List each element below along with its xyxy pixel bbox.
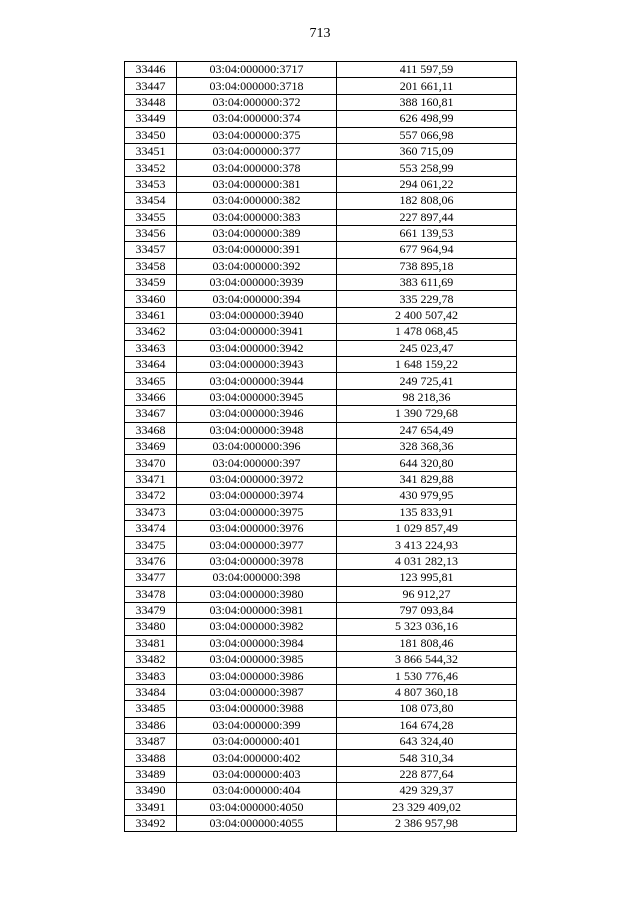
table-row bbox=[125, 799, 517, 815]
table-row bbox=[125, 78, 517, 94]
row-number-cell: 33490 bbox=[125, 783, 177, 799]
table-row bbox=[125, 586, 517, 602]
cadastral-value-cell: 228 877,64 bbox=[337, 766, 517, 782]
cadastral-value-cell: 227 897,44 bbox=[337, 209, 517, 225]
table-row bbox=[125, 684, 517, 700]
cadastral-value-cell: 4 807 360,18 bbox=[337, 684, 517, 700]
cadastral-number-cell: 03:04:000000:3984 bbox=[177, 635, 337, 651]
cadastral-number-cell: 03:04:000000:377 bbox=[177, 143, 337, 159]
cadastral-value-cell: 23 329 409,02 bbox=[337, 799, 517, 815]
cadastral-number-cell: 03:04:000000:3978 bbox=[177, 553, 337, 569]
row-number-cell: 33491 bbox=[125, 799, 177, 815]
table-row bbox=[125, 553, 517, 569]
cadastral-value-cell: 181 808,46 bbox=[337, 635, 517, 651]
cadastral-value-cell: 3 413 224,93 bbox=[337, 537, 517, 553]
cadastral-value-cell: 294 061,22 bbox=[337, 176, 517, 192]
row-number-cell: 33450 bbox=[125, 127, 177, 143]
cadastral-value-cell: 245 023,47 bbox=[337, 340, 517, 356]
cadastral-value-cell: 677 964,94 bbox=[337, 242, 517, 258]
cadastral-number-cell: 03:04:000000:402 bbox=[177, 750, 337, 766]
cadastral-number-cell: 03:04:000000:397 bbox=[177, 455, 337, 471]
cadastral-value-cell: 3 866 544,32 bbox=[337, 652, 517, 668]
row-number-cell: 33478 bbox=[125, 586, 177, 602]
cadastral-number-cell: 03:04:000000:3946 bbox=[177, 406, 337, 422]
row-number-cell: 33488 bbox=[125, 750, 177, 766]
cadastral-number-cell: 03:04:000000:3942 bbox=[177, 340, 337, 356]
cadastral-number-cell: 03:04:000000:399 bbox=[177, 717, 337, 733]
cadastral-number-cell: 03:04:000000:396 bbox=[177, 438, 337, 454]
cadastral-value-cell: 341 829,88 bbox=[337, 471, 517, 487]
cadastral-number-cell: 03:04:000000:3717 bbox=[177, 62, 337, 78]
cadastral-number-cell: 03:04:000000:4050 bbox=[177, 799, 337, 815]
cadastral-value-cell: 96 912,27 bbox=[337, 586, 517, 602]
cadastral-number-cell: 03:04:000000:3943 bbox=[177, 357, 337, 373]
row-number-cell: 33452 bbox=[125, 160, 177, 176]
cadastral-number-cell: 03:04:000000:381 bbox=[177, 176, 337, 192]
row-number-cell: 33454 bbox=[125, 193, 177, 209]
table-body bbox=[125, 62, 517, 832]
cadastral-value-cell: 1 530 776,46 bbox=[337, 668, 517, 684]
table-row bbox=[125, 160, 517, 176]
cadastral-value-cell: 135 833,91 bbox=[337, 504, 517, 520]
row-number-cell: 33477 bbox=[125, 570, 177, 586]
cadastral-value-cell: 2 400 507,42 bbox=[337, 307, 517, 323]
cadastral-value-cell: 201 661,11 bbox=[337, 78, 517, 94]
table-row bbox=[125, 143, 517, 159]
row-number-cell: 33481 bbox=[125, 635, 177, 651]
table-row bbox=[125, 750, 517, 766]
cadastral-value-cell: 548 310,34 bbox=[337, 750, 517, 766]
row-number-cell: 33468 bbox=[125, 422, 177, 438]
row-number-cell: 33462 bbox=[125, 324, 177, 340]
cadastral-value-cell: 164 674,28 bbox=[337, 717, 517, 733]
row-number-cell: 33475 bbox=[125, 537, 177, 553]
row-number-cell: 33480 bbox=[125, 619, 177, 635]
cadastral-value-cell: 411 597,59 bbox=[337, 62, 517, 78]
cadastral-value-cell: 738 895,18 bbox=[337, 258, 517, 274]
row-number-cell: 33469 bbox=[125, 438, 177, 454]
cadastral-value-cell: 430 979,95 bbox=[337, 488, 517, 504]
table-row bbox=[125, 619, 517, 635]
cadastral-number-cell: 03:04:000000:375 bbox=[177, 127, 337, 143]
cadastral-value-cell: 182 808,06 bbox=[337, 193, 517, 209]
row-number-cell: 33471 bbox=[125, 471, 177, 487]
table-row bbox=[125, 193, 517, 209]
table-row bbox=[125, 602, 517, 618]
row-number-cell: 33455 bbox=[125, 209, 177, 225]
row-number-cell: 33467 bbox=[125, 406, 177, 422]
cadastral-number-cell: 03:04:000000:3941 bbox=[177, 324, 337, 340]
table-row bbox=[125, 520, 517, 536]
table-row bbox=[125, 242, 517, 258]
row-number-cell: 33473 bbox=[125, 504, 177, 520]
cadastral-value-cell: 2 386 957,98 bbox=[337, 815, 517, 831]
table-row bbox=[125, 717, 517, 733]
table-row bbox=[125, 766, 517, 782]
cadastral-number-cell: 03:04:000000:3985 bbox=[177, 652, 337, 668]
table-row bbox=[125, 570, 517, 586]
cadastral-number-cell: 03:04:000000:401 bbox=[177, 734, 337, 750]
table-row bbox=[125, 62, 517, 78]
row-number-cell: 33474 bbox=[125, 520, 177, 536]
row-number-cell: 33465 bbox=[125, 373, 177, 389]
cadastral-value-cell: 4 031 282,13 bbox=[337, 553, 517, 569]
table-row bbox=[125, 340, 517, 356]
cadastral-value-cell: 388 160,81 bbox=[337, 94, 517, 110]
table-row bbox=[125, 668, 517, 684]
table-row bbox=[125, 111, 517, 127]
cadastral-number-cell: 03:04:000000:3988 bbox=[177, 701, 337, 717]
cadastral-number-cell: 03:04:000000:403 bbox=[177, 766, 337, 782]
row-number-cell: 33466 bbox=[125, 389, 177, 405]
cadastral-number-cell: 03:04:000000:4055 bbox=[177, 815, 337, 831]
cadastral-value-cell: 1 478 068,45 bbox=[337, 324, 517, 340]
table-row bbox=[125, 438, 517, 454]
cadastral-number-cell: 03:04:000000:398 bbox=[177, 570, 337, 586]
cadastral-number-cell: 03:04:000000:3939 bbox=[177, 275, 337, 291]
row-number-cell: 33457 bbox=[125, 242, 177, 258]
row-number-cell: 33489 bbox=[125, 766, 177, 782]
table-row bbox=[125, 258, 517, 274]
cadastral-value-cell: 1 029 857,49 bbox=[337, 520, 517, 536]
cadastral-value-cell: 557 066,98 bbox=[337, 127, 517, 143]
table-row bbox=[125, 734, 517, 750]
row-number-cell: 33460 bbox=[125, 291, 177, 307]
row-number-cell: 33479 bbox=[125, 602, 177, 618]
row-number-cell: 33485 bbox=[125, 701, 177, 717]
cadastral-number-cell: 03:04:000000:3718 bbox=[177, 78, 337, 94]
cadastral-value-cell: 626 498,99 bbox=[337, 111, 517, 127]
table-row bbox=[125, 307, 517, 323]
cadastral-value-cell: 360 715,09 bbox=[337, 143, 517, 159]
cadastral-number-cell: 03:04:000000:3986 bbox=[177, 668, 337, 684]
row-number-cell: 33476 bbox=[125, 553, 177, 569]
cadastral-number-cell: 03:04:000000:3981 bbox=[177, 602, 337, 618]
cadastral-value-cell: 247 654,49 bbox=[337, 422, 517, 438]
table-row bbox=[125, 406, 517, 422]
cadastral-value-cell: 108 073,80 bbox=[337, 701, 517, 717]
cadastral-number-cell: 03:04:000000:378 bbox=[177, 160, 337, 176]
cadastral-number-cell: 03:04:000000:3975 bbox=[177, 504, 337, 520]
cadastral-value-cell: 1 390 729,68 bbox=[337, 406, 517, 422]
cadastral-number-cell: 03:04:000000:404 bbox=[177, 783, 337, 799]
cadastral-value-cell: 644 320,80 bbox=[337, 455, 517, 471]
cadastral-value-cell: 1 648 159,22 bbox=[337, 357, 517, 373]
row-number-cell: 33483 bbox=[125, 668, 177, 684]
page-number: 713 bbox=[309, 26, 331, 41]
table-row bbox=[125, 701, 517, 717]
table-row bbox=[125, 225, 517, 241]
cadastral-number-cell: 03:04:000000:382 bbox=[177, 193, 337, 209]
table-row bbox=[125, 176, 517, 192]
cadastral-value-cell: 661 139,53 bbox=[337, 225, 517, 241]
table-row bbox=[125, 422, 517, 438]
cadastral-number-cell: 03:04:000000:374 bbox=[177, 111, 337, 127]
row-number-cell: 33484 bbox=[125, 684, 177, 700]
row-number-cell: 33456 bbox=[125, 225, 177, 241]
row-number-cell: 33449 bbox=[125, 111, 177, 127]
table-row bbox=[125, 324, 517, 340]
cadastral-value-cell: 328 368,36 bbox=[337, 438, 517, 454]
cadastral-number-cell: 03:04:000000:3977 bbox=[177, 537, 337, 553]
table-row bbox=[125, 783, 517, 799]
table-row bbox=[125, 209, 517, 225]
table-row bbox=[125, 488, 517, 504]
row-number-cell: 33447 bbox=[125, 78, 177, 94]
cadastral-number-cell: 03:04:000000:3945 bbox=[177, 389, 337, 405]
cadastral-number-cell: 03:04:000000:3972 bbox=[177, 471, 337, 487]
table-row bbox=[125, 389, 517, 405]
cadastral-value-cell: 5 323 036,16 bbox=[337, 619, 517, 635]
table-row bbox=[125, 815, 517, 831]
cadastral-number-cell: 03:04:000000:3980 bbox=[177, 586, 337, 602]
cadastral-number-cell: 03:04:000000:389 bbox=[177, 225, 337, 241]
cadastral-value-cell: 797 093,84 bbox=[337, 602, 517, 618]
cadastral-number-cell: 03:04:000000:3948 bbox=[177, 422, 337, 438]
row-number-cell: 33448 bbox=[125, 94, 177, 110]
cadastral-value-cell: 123 995,81 bbox=[337, 570, 517, 586]
table-row bbox=[125, 635, 517, 651]
table-row bbox=[125, 471, 517, 487]
cadastral-number-cell: 03:04:000000:391 bbox=[177, 242, 337, 258]
cadastral-number-cell: 03:04:000000:3976 bbox=[177, 520, 337, 536]
cadastral-value-table bbox=[124, 61, 517, 832]
cadastral-value-cell: 335 229,78 bbox=[337, 291, 517, 307]
table-row bbox=[125, 652, 517, 668]
table-row bbox=[125, 537, 517, 553]
row-number-cell: 33464 bbox=[125, 357, 177, 373]
row-number-cell: 33446 bbox=[125, 62, 177, 78]
cadastral-value-cell: 429 329,37 bbox=[337, 783, 517, 799]
row-number-cell: 33451 bbox=[125, 143, 177, 159]
cadastral-number-cell: 03:04:000000:3974 bbox=[177, 488, 337, 504]
table-row bbox=[125, 127, 517, 143]
row-number-cell: 33470 bbox=[125, 455, 177, 471]
table-row bbox=[125, 275, 517, 291]
row-number-cell: 33486 bbox=[125, 717, 177, 733]
row-number-cell: 33487 bbox=[125, 734, 177, 750]
cadastral-value-cell: 249 725,41 bbox=[337, 373, 517, 389]
table-row bbox=[125, 357, 517, 373]
table-row bbox=[125, 504, 517, 520]
row-number-cell: 33453 bbox=[125, 176, 177, 192]
table-row bbox=[125, 455, 517, 471]
cadastral-number-cell: 03:04:000000:3944 bbox=[177, 373, 337, 389]
row-number-cell: 33458 bbox=[125, 258, 177, 274]
row-number-cell: 33459 bbox=[125, 275, 177, 291]
table-row bbox=[125, 373, 517, 389]
table-row bbox=[125, 291, 517, 307]
cadastral-value-cell: 643 324,40 bbox=[337, 734, 517, 750]
row-number-cell: 33461 bbox=[125, 307, 177, 323]
cadastral-number-cell: 03:04:000000:392 bbox=[177, 258, 337, 274]
cadastral-number-cell: 03:04:000000:383 bbox=[177, 209, 337, 225]
cadastral-number-cell: 03:04:000000:3940 bbox=[177, 307, 337, 323]
cadastral-value-cell: 553 258,99 bbox=[337, 160, 517, 176]
cadastral-value-cell: 383 611,69 bbox=[337, 275, 517, 291]
cadastral-number-cell: 03:04:000000:394 bbox=[177, 291, 337, 307]
row-number-cell: 33482 bbox=[125, 652, 177, 668]
cadastral-number-cell: 03:04:000000:3987 bbox=[177, 684, 337, 700]
cadastral-number-cell: 03:04:000000:372 bbox=[177, 94, 337, 110]
table-row bbox=[125, 94, 517, 110]
row-number-cell: 33472 bbox=[125, 488, 177, 504]
cadastral-number-cell: 03:04:000000:3982 bbox=[177, 619, 337, 635]
row-number-cell: 33492 bbox=[125, 815, 177, 831]
row-number-cell: 33463 bbox=[125, 340, 177, 356]
cadastral-value-cell: 98 218,36 bbox=[337, 389, 517, 405]
